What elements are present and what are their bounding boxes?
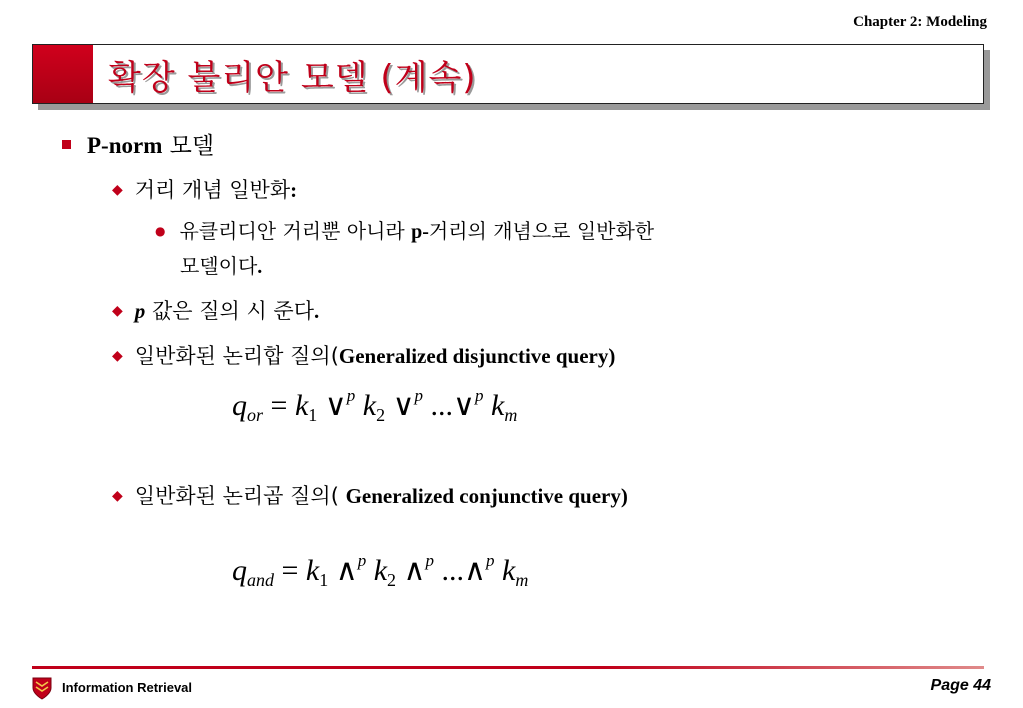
euclidean-text-p: p- [411, 221, 429, 243]
bullet-euclidean [155, 215, 654, 244]
title-accent-block [33, 45, 93, 103]
disjunctive-close: ) [608, 344, 616, 368]
euclidean-line2 [180, 250, 262, 279]
p-value-period: . [313, 299, 320, 323]
euclidean-text-a: 유클리디안 거리뿐 아니라 [179, 219, 412, 243]
disjunctive-en: Generalized disjunctive query [338, 344, 609, 368]
p-value-text: 값은 질의 시 준다 [145, 299, 314, 323]
formula-and: $q_{and} = k_1$ ∧$^p$ $k_2$ ∧$^p$ ...∧$^p$ $k_m$ [232, 551, 529, 590]
disjunctive-ko: 일반화된 논리합 질의( [134, 344, 339, 368]
crest-logo-icon [32, 676, 52, 700]
dot-bullet-icon: ● [155, 224, 166, 238]
title-box [32, 44, 984, 104]
euclidean-text-c: 거리의 개념으로 일반화한 [428, 219, 655, 243]
diamond-bullet-icon: ◆ [112, 303, 123, 319]
euclidean-period: . [257, 256, 263, 278]
square-bullet-icon [62, 140, 71, 149]
euclidean-text-line2: 모델이다 [180, 254, 258, 278]
diamond-bullet-icon: ◆ [112, 182, 123, 198]
bullet-pnorm [62, 127, 214, 160]
conjunctive-ko: 일반화된 논리곱 질의( [134, 484, 346, 508]
slide-title: 확장 불리안 모델 (계속) [108, 58, 477, 98]
footer-divider [32, 666, 984, 669]
bullet-disjunctive [112, 340, 615, 370]
bullet-p-value [112, 295, 319, 325]
pnorm-label-rest: 모델 [162, 133, 215, 159]
conjunctive-close: ) [620, 484, 628, 508]
distance-text: 거리 개념 일반화 [134, 178, 291, 202]
chapter-label: Chapter 2: Modeling [853, 14, 987, 30]
bullet-distance [112, 174, 297, 204]
pnorm-label-bold: P-norm [87, 133, 163, 158]
diamond-bullet-icon: ◆ [112, 488, 123, 504]
diamond-bullet-icon: ◆ [112, 348, 123, 364]
conjunctive-en: Generalized conjunctive query [345, 484, 621, 508]
p-symbol: p [134, 299, 146, 323]
formula-or: $q_{or} = k_1$ ∨$^p$ $k_2$ ∨$^p$ ...∨$^p$ $k_m$ [232, 386, 518, 425]
distance-colon: : [290, 178, 298, 202]
page-number: Page 44 [930, 677, 991, 694]
bullet-conjunctive [112, 480, 628, 510]
footer-course-title: Information Retrieval [62, 680, 193, 695]
